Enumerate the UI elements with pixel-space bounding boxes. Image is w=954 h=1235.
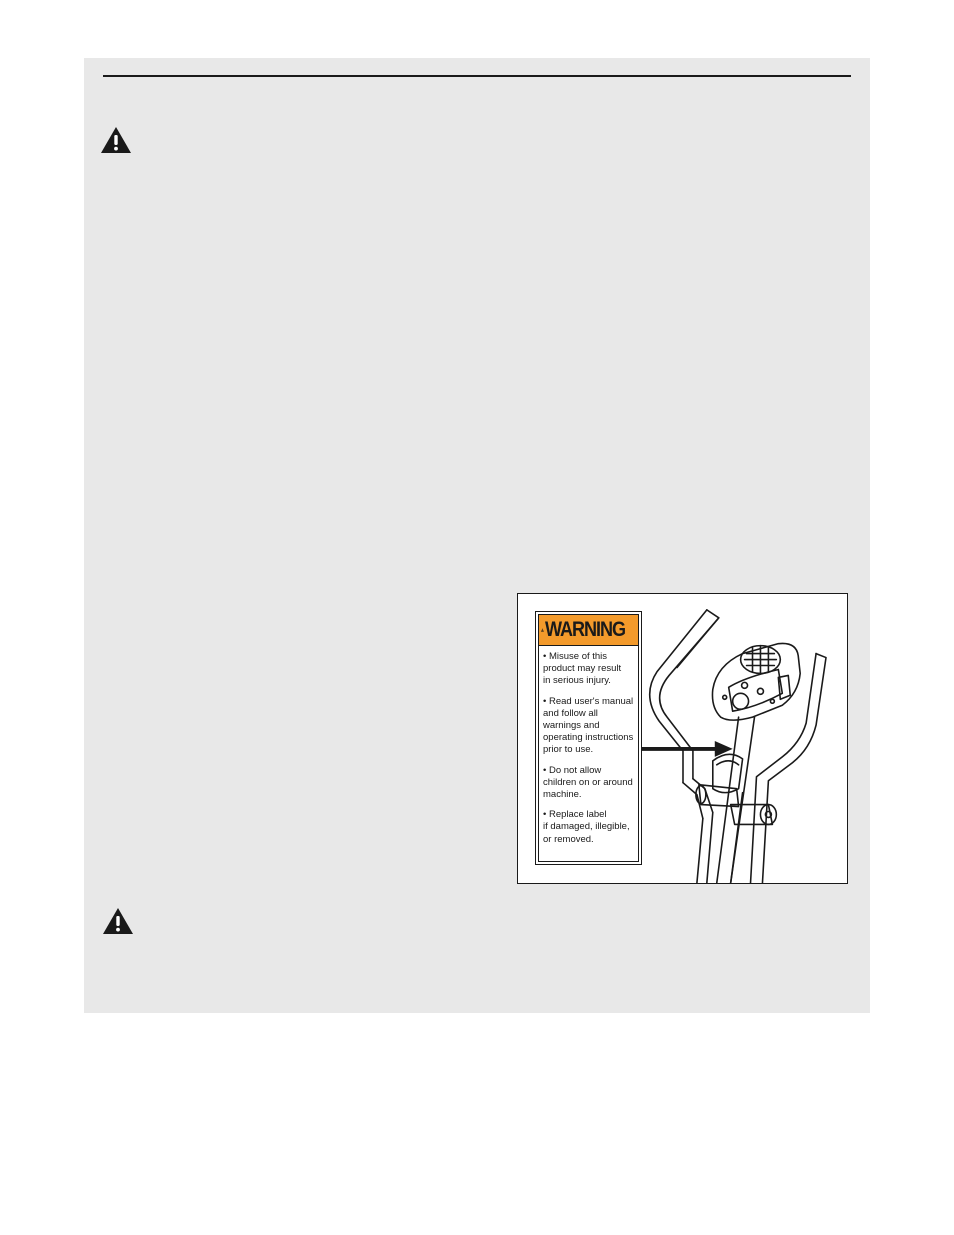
warning-label-item: • Read user's manual and follow all warnings and operating instructions prior to use.	[543, 695, 634, 756]
warning-label-header	[539, 615, 638, 646]
warning-label-item: • Misuse of this product may result in serious injury.	[543, 651, 622, 687]
warning-label-title: WARNING	[544, 618, 625, 641]
warning-label	[535, 611, 642, 865]
warning-triangle-icon	[541, 623, 544, 637]
warning-triangle-icon	[102, 907, 134, 935]
top-rule	[103, 75, 851, 77]
warning-label-item: • Do not allow children on or around machine.	[543, 764, 633, 801]
warning-label-item: • Replace label if damaged, illegible, or removed.	[543, 809, 630, 845]
warning-label-body	[539, 646, 638, 846]
warning-label-figure	[517, 593, 848, 884]
warning-triangle-icon	[100, 126, 132, 154]
